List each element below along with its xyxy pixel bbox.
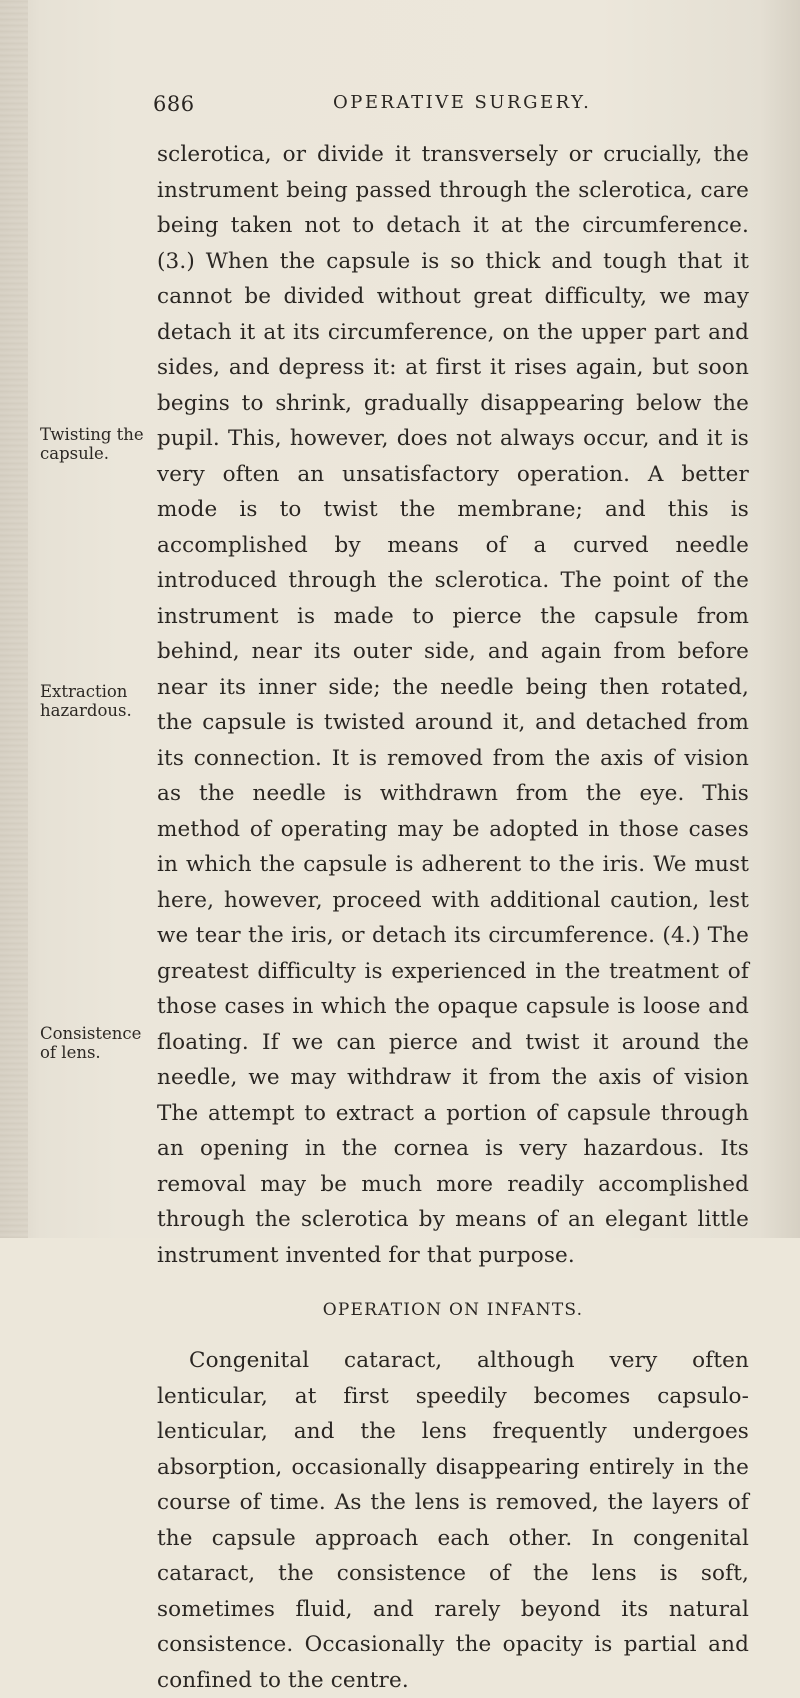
paragraph: Congenital cataract, although very often lenticular, at first speedily becomes capsulo-lenticular, and the lens frequently undergoes absorption, occasionally disappearing entirely in the course of time. As the lens is removed, the layers of the capsule approach each other. In congenital cataract, the consistence of the lens is soft, sometimes fluid, and rarely beyond its natural consistence. Occasionally the opacity is partial and confined to the centre. (157, 1348, 749, 1693)
page-header (153, 92, 743, 118)
paragraph: sclerotica, or divide it transversely or crucially, the instrument being passed through the sclerotica, care being taken not to detach it at the circumference. (3.) When the capsule is so thick and tough that it cannot be divided without great difficulty, we may detach it at its circumference, on the upper part and sides, and depress it: at first it rises again, but soon begins to shrink, gradually disappearing below the pupil. This, however, does not always occur, and it is very often an unsatisfactory operation. A better mode is to twist the membrane; and this is accomplished by means of a curved needle introduced through the sclerotica. The point of the instrument is made to pierce the capsule from behind, near its outer side, and again from before near its inner side; the needle being then rotated, the capsule is twisted around it, and detached from its connection. It is removed from the axis of vision as the needle is withdrawn from the eye. This method of operating may be adopted in those cases in which the capsule is adherent to the iris. We must here, however, proceed with additional caution, lest we tear the iris, or detach its circumference. (4.) The greatest difficulty is experienced in the treatment of those cases in which the opaque capsule is loose and floating. If we can pierce and twist it around the needle, we may withdraw it from the axis of vision The attempt to extract a portion of capsule through an opening in the cornea is very hazardous. Its removal may be much more readily accomplished through the sclerotica by means of an elegant little instrument invented for that purpose. (157, 142, 749, 1268)
body-text (157, 137, 749, 1698)
section-heading: OPERATION ON INFANTS. (322, 1300, 584, 1320)
page-gutter (0, 0, 28, 1238)
running-title: OPERATIVE SURGERY. (333, 92, 592, 113)
sidenote-consistence: Consistence of lens. (40, 1024, 142, 1062)
sidenote-extraction: Extraction hazardous. (40, 682, 132, 720)
sidenote-twisting: Twisting the capsule. (40, 425, 144, 463)
page-number: 686 (153, 92, 195, 116)
